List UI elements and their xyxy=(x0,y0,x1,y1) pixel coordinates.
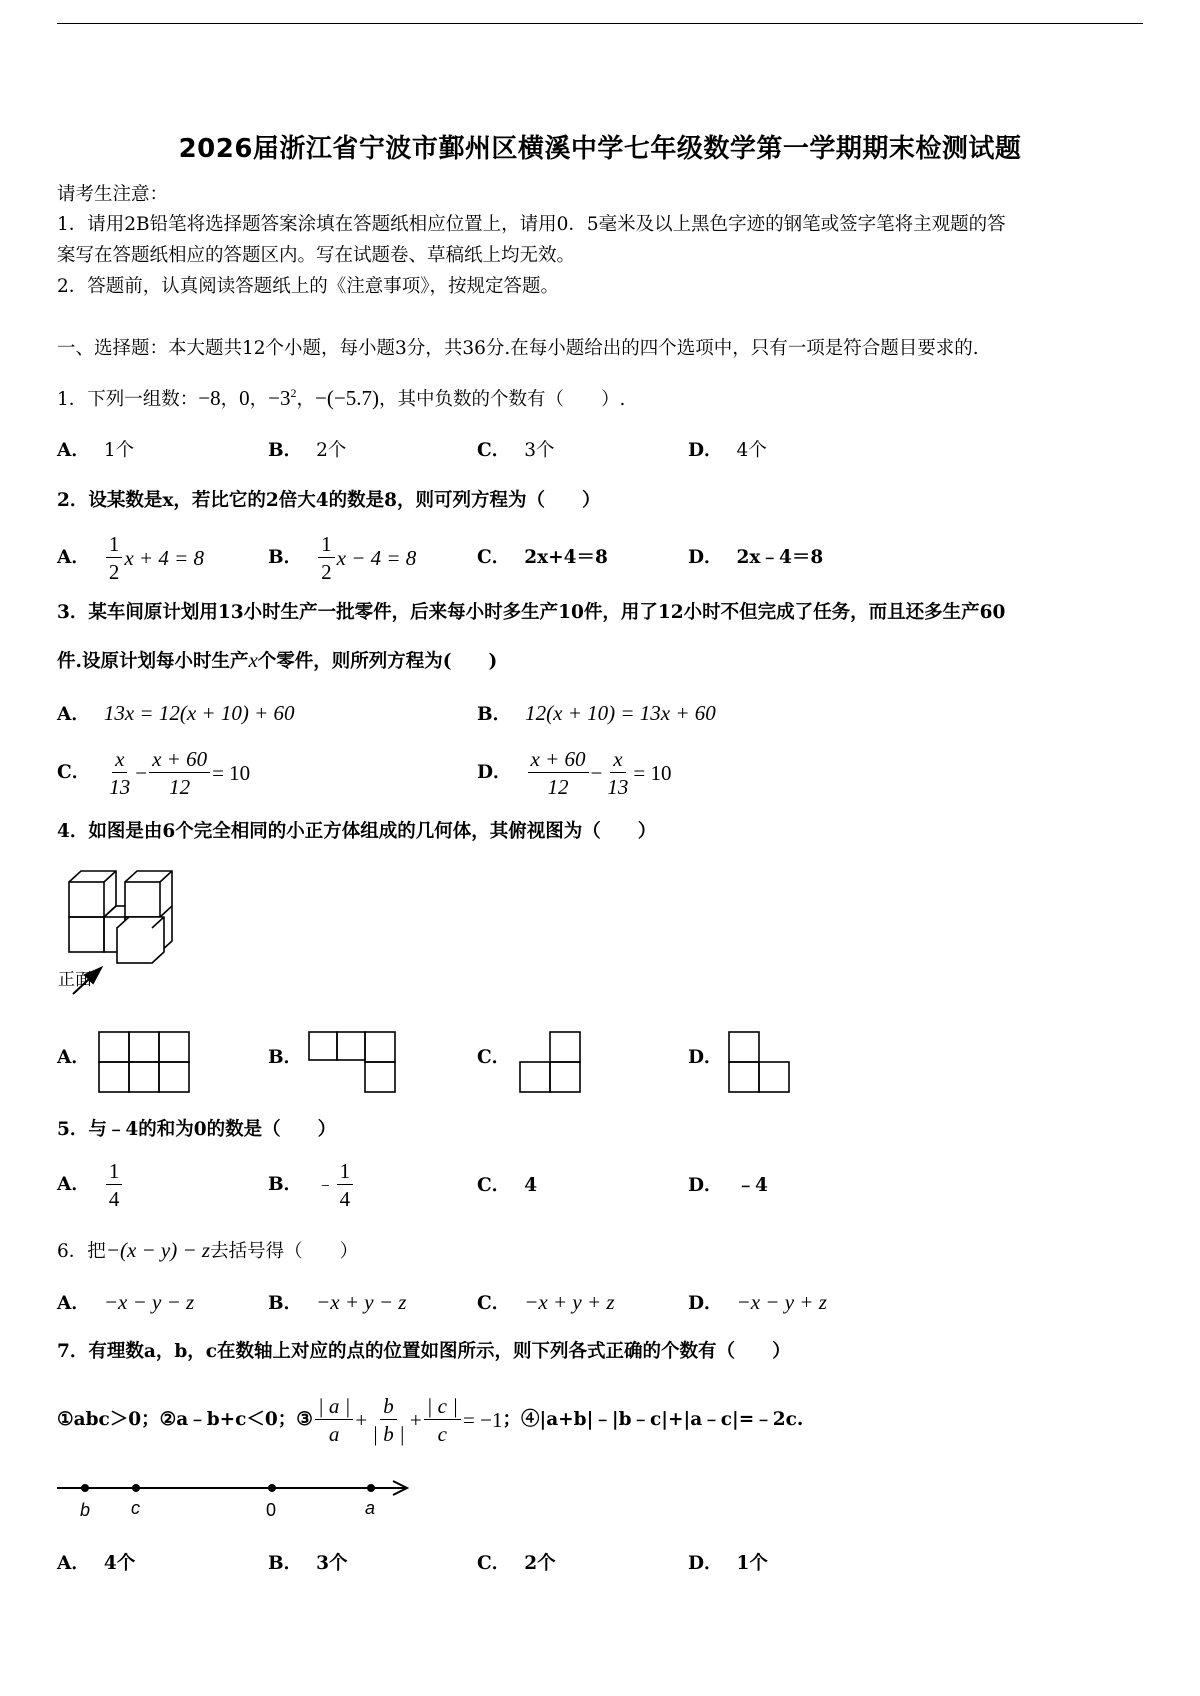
q3-option-c[interactable]: C． $\frac{x}{13}$ − $\frac{x + 60}{12}$ = 10 xyxy=(57,747,251,800)
question-4-stem: 4．如图是由6个完全相同的小正方体组成的几何体，其俯视图为（ ） xyxy=(57,821,657,842)
question-3-stem-line-1: 3．某车间原计划用13小时生产一批零件，后来每小时多生产10件，用了12小时不但完成了任务，而且还多生产60 xyxy=(57,602,1006,623)
q1-option-b[interactable]: B． 2个 xyxy=(268,440,347,461)
q4-option-d-figure[interactable] xyxy=(727,1030,797,1096)
q5-option-c[interactable]: C． 4 xyxy=(477,1175,538,1196)
q7-option-b[interactable]: B． 3个 xyxy=(268,1553,348,1574)
q6-option-c[interactable]: C． −x + y + z xyxy=(477,1290,615,1314)
label-b: b xyxy=(80,1500,91,1520)
label-a: a xyxy=(365,1498,376,1518)
q4-option-c-letter[interactable]: C． xyxy=(477,1047,511,1068)
notice-item-1-line-1: 1．请用2B铅笔将选择题答案涂填在答题纸相应位置上，请用0．5毫米及以上黑色字迹的钢笔或签字笔将主观题的答 xyxy=(57,214,1006,235)
q2-option-d[interactable]: D． 2x﹣4＝8 xyxy=(688,547,824,568)
q7-option-a[interactable]: A． 4个 xyxy=(57,1553,136,1574)
point-c xyxy=(132,1484,140,1492)
notice-item-1-line-2: 案写在答题纸相应的答题区内。写在试题卷、草稿纸上均无效。 xyxy=(57,245,576,266)
question-7-statements: ①abc＞0；②a﹣b+c＜0；③ $\frac{| a |}{a}$ + $\frac{b}{| b |}$ + $\frac{| c |}{c}$ = −1 ；④|a+b|﹣|b﹣c|+|a﹣c|=﹣2c. xyxy=(57,1394,804,1447)
q3-option-b[interactable]: B． 12(x + 10) = 13x + 60 xyxy=(477,701,716,725)
q4-option-a-figure[interactable] xyxy=(97,1030,193,1096)
question-7-stem: 7．有理数a，b，c在数轴上对应的点的位置如图所示，则下列各式正确的个数有（ ） xyxy=(57,1341,791,1362)
question-5-stem: 5．与﹣4的和为0的数是（ ） xyxy=(57,1119,337,1140)
question-1-stem: 1．下列一组数：−8，0，$-3^2$，−(−5.7)，其中负数的个数有（ ）. xyxy=(57,386,626,410)
label-c: c xyxy=(131,1498,140,1518)
point-b xyxy=(81,1484,89,1492)
q1-negative-power: $-3^2$ xyxy=(268,386,297,410)
q1-option-a[interactable]: A． 1个 xyxy=(57,440,135,461)
q3-option-d[interactable]: D． $\frac{x + 60}{12}$ − $\frac{x}{13}$ = 10 xyxy=(477,747,672,800)
page-title: 2026届浙江省宁波市鄞州区横溪中学七年级数学第一学期期末检测试题 xyxy=(178,134,1022,164)
q2-option-a[interactable]: A． $\frac{1}{2}$ x + 4 = 8 xyxy=(57,532,205,585)
q4-option-a-letter[interactable]: A． xyxy=(57,1047,90,1068)
q4-option-b-figure[interactable] xyxy=(307,1030,403,1096)
point-zero xyxy=(268,1484,276,1492)
front-label: 正面 xyxy=(58,970,92,990)
q4-option-c-figure[interactable] xyxy=(518,1030,588,1096)
q7-option-d[interactable]: D． 1个 xyxy=(688,1553,768,1574)
top-rule xyxy=(57,23,1143,24)
question-6-stem: 6．把−(x − y) − z去括号得（ ） xyxy=(57,1238,359,1262)
q6-option-b[interactable]: B． −x + y − z xyxy=(268,1290,407,1314)
label-zero: 0 xyxy=(266,1500,277,1520)
question-3-stem-line-2: 件.设原计划每小时生产x个零件，则所列方程为( ) xyxy=(57,648,498,672)
point-a xyxy=(367,1484,375,1492)
question-2-stem: 2．设某数是x，若比它的2倍大4的数是8，则可列方程为（ ） xyxy=(57,490,601,511)
q2-option-c[interactable]: C． 2x+4＝8 xyxy=(477,547,608,568)
q7-option-c[interactable]: C． 2个 xyxy=(477,1553,556,1574)
number-line xyxy=(55,1470,415,1530)
q2-option-b[interactable]: B． $\frac{1}{2}$ x − 4 = 8 xyxy=(268,532,417,585)
section-heading: 一、选择题：本大题共12个小题，每小题3分，共36分.在每小题给出的四个选项中，只有一项是符合题目要求的. xyxy=(57,338,979,359)
q1-option-c[interactable]: C． 3个 xyxy=(477,440,555,461)
q4-option-b-letter[interactable]: B． xyxy=(268,1047,303,1068)
q6-option-d[interactable]: D． −x − y + z xyxy=(688,1290,827,1314)
q5-option-d[interactable]: D． ﹣4 xyxy=(688,1175,768,1196)
q5-option-a[interactable]: A． $\frac{1}{4}$ xyxy=(57,1160,124,1210)
q3-option-a[interactable]: A． 13x = 12(x + 10) + 60 xyxy=(57,701,295,725)
q4-option-d-letter[interactable]: D． xyxy=(688,1047,723,1068)
q5-option-b[interactable]: B． ﹣ $\frac{1}{4}$ xyxy=(268,1160,355,1210)
notice-item-2: 2．答题前，认真阅读答题纸上的《注意事项》，按规定答题。 xyxy=(57,276,560,297)
q1-option-d[interactable]: D． 4个 xyxy=(688,440,767,461)
notice-heading: 请考生注意： xyxy=(57,184,169,205)
q6-option-a[interactable]: A． −x − y − z xyxy=(57,1290,195,1314)
